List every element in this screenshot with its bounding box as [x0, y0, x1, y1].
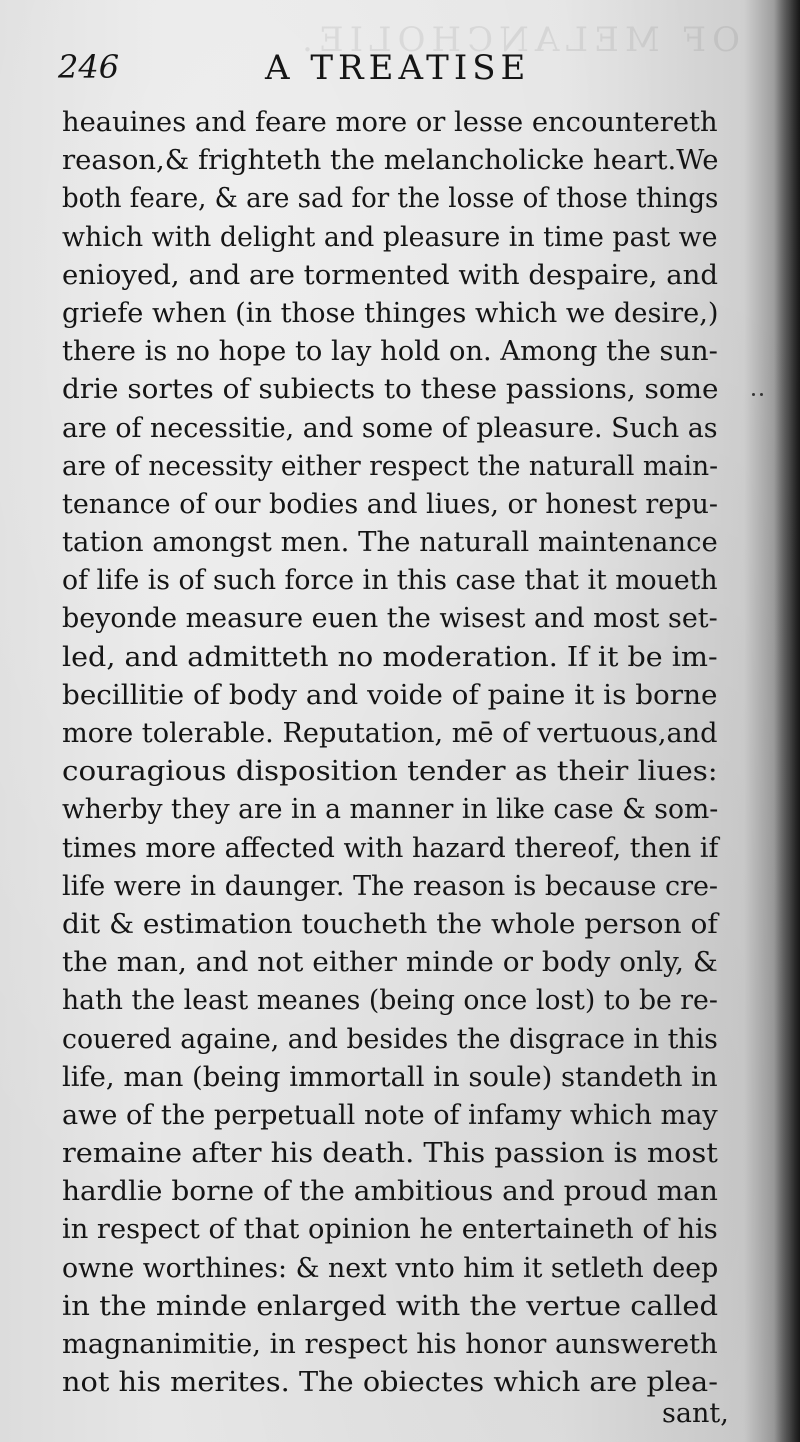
text-line: dit & estimation toucheth the whole person of	[62, 908, 718, 940]
catchword: sant,	[662, 1398, 729, 1429]
text-line: there is no hope to lay hold on. Among the sun-	[62, 336, 718, 368]
text-line: hath the least meanes (being once lost) to be re-	[62, 985, 718, 1017]
text-line: of life is of such force in this case that it moueth	[62, 565, 718, 597]
text-line: tation amongst men. The naturall maintenance	[62, 527, 718, 559]
text-line: reason,& frighteth the melancholicke heart.We	[62, 145, 719, 177]
text-line: tenance of our bodies and liues, or honest repu-	[62, 488, 718, 520]
page-number: 246	[58, 48, 120, 86]
text-line: more tolerable. Reputation, mē of vertuous,and	[62, 718, 718, 749]
text-line: hardlie borne of the ambitious and proud man	[62, 1176, 718, 1208]
text-line: life were in daunger. The reason is because cre-	[62, 870, 719, 902]
margin-marks	[752, 390, 768, 398]
page-header	[58, 48, 678, 94]
text-line: times more affected with hazard thereof, then if	[62, 832, 719, 864]
text-line: remaine after his death. This passion is most	[62, 1138, 718, 1170]
text-line: led, and admitteth no moderation. If it be im-	[62, 641, 718, 673]
text-line: becillitie of body and voide of paine it is borne	[62, 679, 718, 711]
text-line: beyonde measure euen the wisest and most set-	[62, 603, 718, 635]
text-line: the man, and not either minde or body only, &	[62, 947, 718, 979]
text-line: in respect of that opinion he entertaineth of his	[62, 1214, 718, 1246]
text-line: life, man (being immortall in soule) standeth in	[62, 1061, 718, 1093]
text-line: owne worthines: & next vnto him it setleth deep	[62, 1252, 719, 1284]
text-line: awe of the perpetuall note of infamy which may	[62, 1099, 718, 1131]
running-title: A TREATISE	[265, 48, 531, 88]
page-gutter-shadow	[774, 0, 800, 1442]
text-line: are of necessity either respect the naturall main-	[62, 450, 719, 482]
text-line: wherby they are in a manner in like case & som-	[62, 794, 719, 826]
text-line: couered againe, and besides the disgrace in this	[62, 1023, 718, 1055]
text-line: magnanimitie, in respect his honor aunswereth	[62, 1329, 718, 1360]
text-line: not his merites. The obiectes which are plea-	[62, 1367, 718, 1399]
text-line: both feare, & are sad for the losse of those things	[62, 183, 719, 215]
text-line: drie sortes of subiects to these passions, some	[62, 374, 719, 406]
text-line: in the minde enlarged with the vertue called	[62, 1290, 719, 1322]
text-line: are of necessitie, and some of pleasure. Such as	[62, 412, 718, 444]
text-line: heauines and feare more or lesse encountereth	[62, 107, 718, 138]
body-text	[62, 104, 718, 1402]
text-line: enioyed, and are tormented with despaire, and	[62, 259, 719, 291]
text-line: couragious disposition tender as their liues:	[62, 756, 718, 788]
text-line: griefe when (in those thinges which we desire,)	[62, 297, 719, 329]
text-line: which with delight and pleasure in time past we	[62, 221, 718, 253]
show-through-text: OF MELANCHOLIE.	[296, 20, 740, 60]
